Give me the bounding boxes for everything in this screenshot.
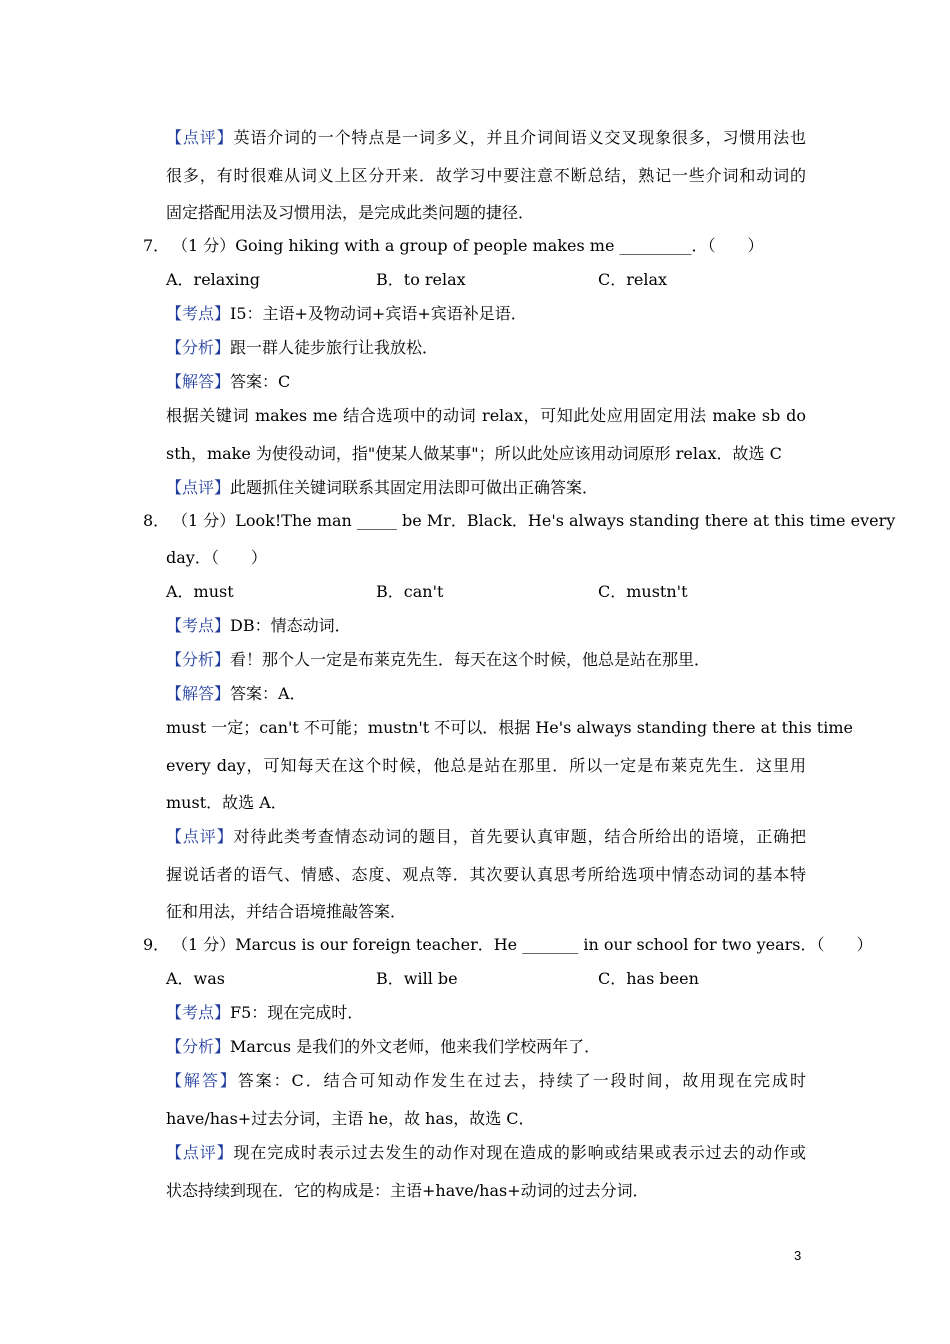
question-9-dianping-1: 【点评】现在完成时表示过去发生的动作对现在造成的影响或结果或表示过去的动作或 bbox=[166, 1143, 806, 1162]
question-7-stem: （1 分）Going hiking with a group of people makes me _________．（ ） bbox=[172, 236, 764, 255]
question-7-number: 7． bbox=[143, 236, 170, 255]
intro-comment-line-3: 固定搭配用法及习惯用法，是完成此类问题的捷径． bbox=[166, 203, 535, 222]
question-7-option-b: B．to relax bbox=[376, 270, 466, 289]
question-8-dianping-3: 征和用法，并结合语境推敲答案． bbox=[166, 902, 407, 921]
question-9-kaodian: 【考点】F5：现在完成时． bbox=[166, 1003, 364, 1022]
question-8-kaodian: 【考点】DB：情态动词． bbox=[166, 616, 351, 635]
question-8-stem-1: （1 分）Look!The man _____ be Mr．Black．He's always standing there at this time every bbox=[172, 511, 896, 530]
intro-comment-line-1: 【点评】英语介词的一个特点是一词多义，并且介词间语义交叉现象很多，习惯用法也 bbox=[166, 128, 806, 147]
question-7-fenxi: 【分析】跟一群人徒步旅行让我放松． bbox=[166, 338, 439, 357]
question-7-explanation-1: 根据关键词 makes me 结合选项中的动词 relax，可知此处应用固定用法 make sb do bbox=[166, 406, 806, 425]
question-8-jieda: 【解答】答案：A． bbox=[166, 684, 306, 703]
question-9-option-a: A．was bbox=[166, 969, 226, 988]
question-9-jieda-2: have/has+过去分词，主语 he，故 has，故选 C． bbox=[166, 1109, 535, 1128]
question-8-option-c: C．mustn't bbox=[598, 582, 688, 601]
page-number: 3 bbox=[794, 1248, 802, 1263]
question-9-option-b: B．will be bbox=[376, 969, 458, 988]
question-9-dianping-2: 状态持续到现在．它的构成是：主语+have/has+动词的过去分词． bbox=[166, 1181, 649, 1200]
question-7-option-a: A．relaxing bbox=[166, 270, 261, 289]
question-7-option-c: C．relax bbox=[598, 270, 668, 289]
question-8-explanation-2: every day，可知每天在这个时候，他总是站在那里．所以一定是布莱克先生．这里用 bbox=[166, 756, 806, 775]
question-7-dianping: 【点评】此题抓住关键词联系其固定用法即可做出正确答案． bbox=[166, 478, 599, 497]
question-7-kaodian: 【考点】I5：主语+及物动词+宾语+宾语补足语． bbox=[166, 304, 527, 323]
question-8-fenxi: 【分析】看！那个人一定是布莱克先生．每天在这个时候，他总是站在那里． bbox=[166, 650, 711, 669]
question-8-explanation-3: must．故选 A． bbox=[166, 793, 287, 812]
question-8-option-a: A．must bbox=[166, 582, 234, 601]
intro-comment-line-2: 很多，有时很难从词义上区分开来．故学习中要注意不断总结，熟记一些介词和动词的 bbox=[166, 166, 806, 185]
question-9-fenxi: 【分析】Marcus 是我们的外文老师，他来我们学校两年了． bbox=[166, 1037, 601, 1056]
question-7-explanation-2: sth，make 为使役动词，指"使某人做某事"；所以此处应该用动词原形 relax．故选 C bbox=[166, 444, 782, 463]
question-9-jieda: 【解答】答案：C．结合可知动作发生在过去，持续了一段时间，故用现在完成时 bbox=[166, 1071, 806, 1090]
comment-tag: 【点评】 bbox=[166, 128, 234, 147]
question-8-number: 8． bbox=[143, 511, 170, 530]
question-8-dianping-2: 握说话者的语气、情感、态度、观点等．其次要认真思考所给选项中情态动词的基本特 bbox=[166, 865, 806, 884]
question-8-dianping-1: 【点评】对待此类考查情态动词的题目，首先要认真审题，结合所给出的语境，正确把 bbox=[166, 827, 806, 846]
question-8-option-b: B．can't bbox=[376, 582, 444, 601]
question-9-number: 9． bbox=[143, 935, 170, 954]
question-8-explanation-1: must 一定；can't 不可能；mustn't 不可以．根据 He's always standing there at this time bbox=[166, 718, 853, 737]
question-9-option-c: C．has been bbox=[598, 969, 699, 988]
question-7-jieda: 【解答】答案：C bbox=[166, 372, 291, 391]
question-9-stem: （1 分）Marcus is our foreign teacher．He _______ in our school for two years．（ ） bbox=[172, 935, 873, 954]
question-8-stem-2: day．（ ） bbox=[166, 548, 267, 567]
